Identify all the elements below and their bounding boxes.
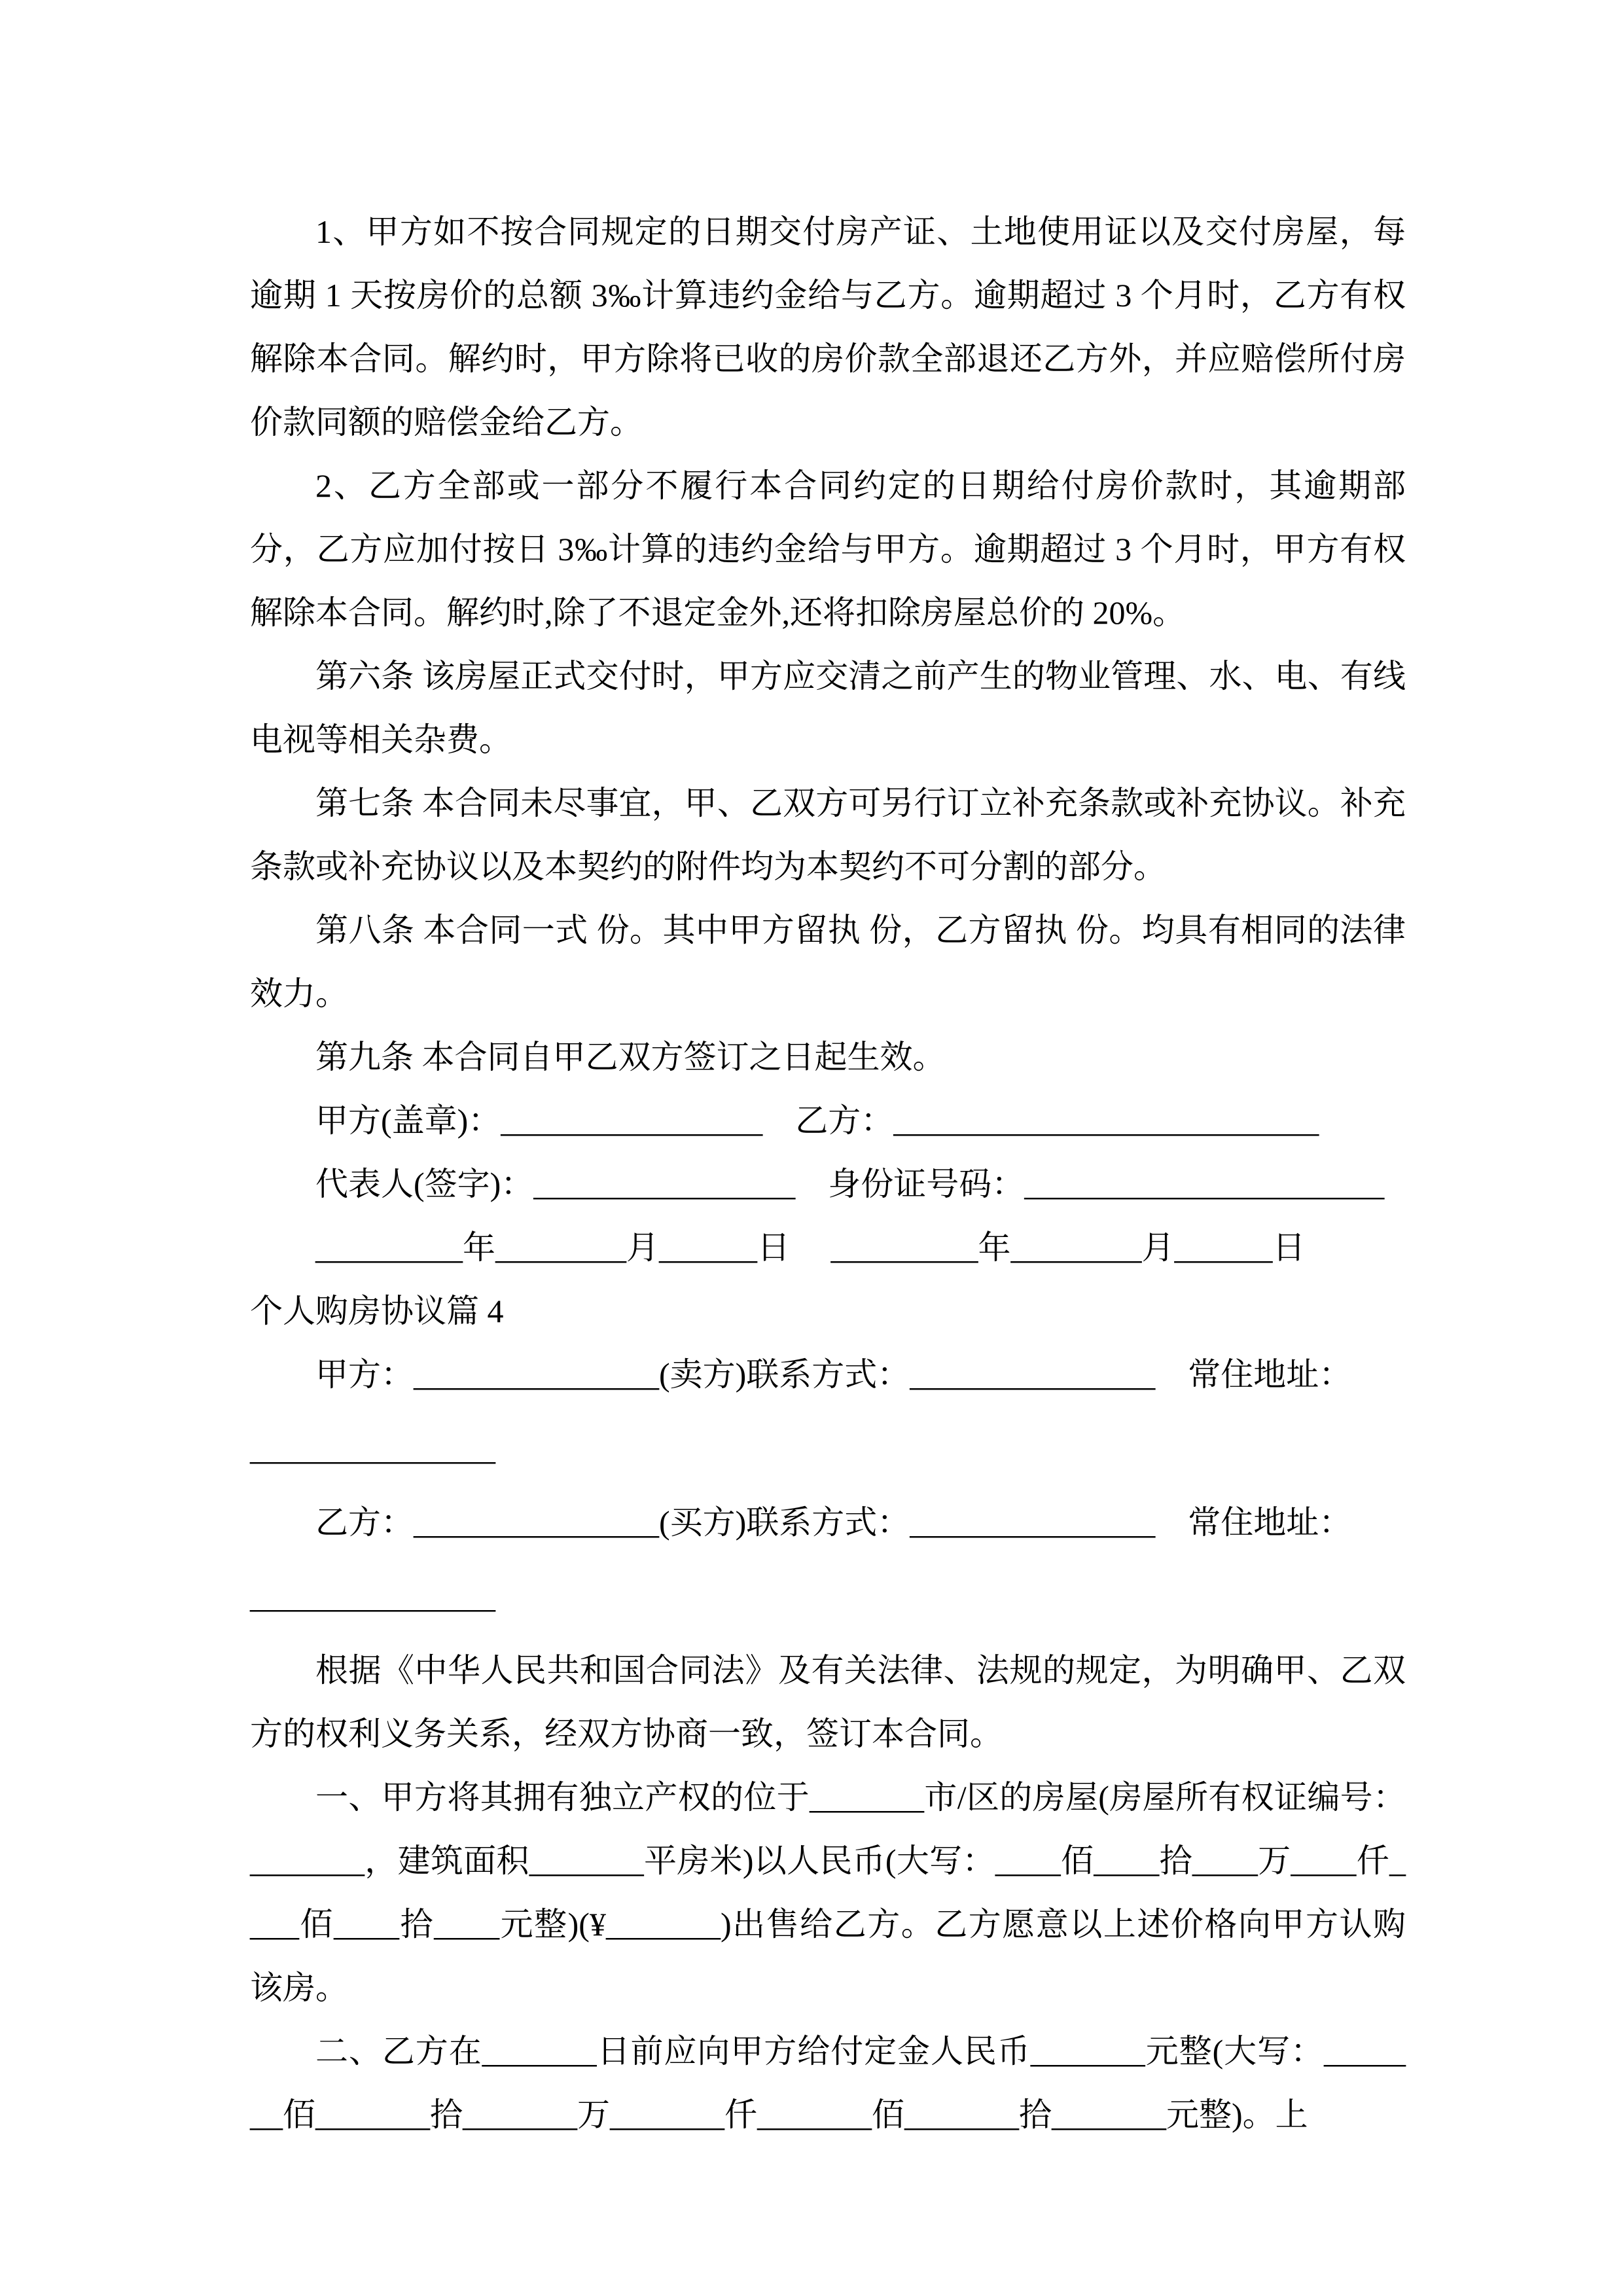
preamble: 根据《中华人民共和国合同法》及有关法律、法规的规定，为明确甲、乙双方的权利义务关系，经双方协商一致，签订本合同。 bbox=[250, 1652, 1406, 1752]
clause-7-supplement: 第七条 本合同未尽事宜，甲、乙双方可另行订立补充条款或补充协议。补充条款或补充协议以及本契约的附件均为本契约不可分割的部分。 bbox=[250, 785, 1406, 885]
clause-breach-party-b: 2、乙方全部或一部分不履行本合同约定的日期给付房价款时，其逾期部分，乙方应加付按日 3‰计算的违约金给与甲方。逾期超过 3 个月时，甲方有权解除本合同。解约时,除了不退定金外,还将扣除房屋总价的 20%。 bbox=[250, 467, 1406, 631]
signature-representative-line: 代表人(签字)：________________ 身份证号码：______________________ bbox=[315, 1166, 1385, 1202]
clause-breach-party-a: 1、甲方如不按合同规定的日期交付房产证、土地使用证以及交付房屋，每逾期 1 天按房价的总额 3‰计算违约金给与乙方。逾期超过 3 个月时，乙方有权解除本合同。解约时，甲方除将已收的房价款全部退还乙方外，并应赔偿所付房价款同额的赔偿金给乙方。 bbox=[250, 213, 1406, 440]
party-b-contact-line: 乙方：_______________(买方)联系方式：_______________ 常住地址： bbox=[315, 1504, 1352, 1541]
party-a-address-blank: _______________ bbox=[250, 1430, 495, 1467]
clause-8-copies: 第八条 本合同一式 份。其中甲方留执 份，乙方留执 份。均具有相同的法律效力。 bbox=[250, 912, 1406, 1012]
section-heading-part-4: 个人购房协议篇 4 bbox=[250, 1293, 504, 1329]
clause-1-property-sale: 一、甲方将其拥有独立产权的位于_______市/区的房屋(房屋所有权证编号：_______，建筑面积_______平房米)以人民币(大写：____佰____拾____万____仟____佰____拾____元整)(¥_______)出售给乙方。乙方愿意以上述价格向甲方认购该房。 bbox=[250, 1779, 1406, 2006]
clause-2-deposit: 二、乙方在_______日前应向甲方给付定金人民币_______元整(大写：_______佰_______拾_______万_______仟_______佰_______拾_______元整)。上 bbox=[250, 2033, 1406, 2133]
clause-9-effective: 第九条 本合同自甲乙双方签订之日起生效。 bbox=[315, 1039, 946, 1075]
signature-party-a-seal-line: 甲方(盖章)：________________ 乙方：__________________________ bbox=[315, 1102, 1319, 1139]
party-b-address-blank: _______________ bbox=[250, 1578, 495, 1615]
clause-6-fees: 第六条 该房屋正式交付时，甲方应交清之前产生的物业管理、水、电、有线电视等相关杂费。 bbox=[250, 658, 1406, 758]
party-a-contact-line: 甲方：_______________(卖方)联系方式：_______________ 常住地址： bbox=[315, 1356, 1352, 1393]
contract-body bbox=[250, 200, 1406, 2147]
signature-date-line: _________年________月______日 _________年________月______日 bbox=[315, 1229, 1306, 1266]
